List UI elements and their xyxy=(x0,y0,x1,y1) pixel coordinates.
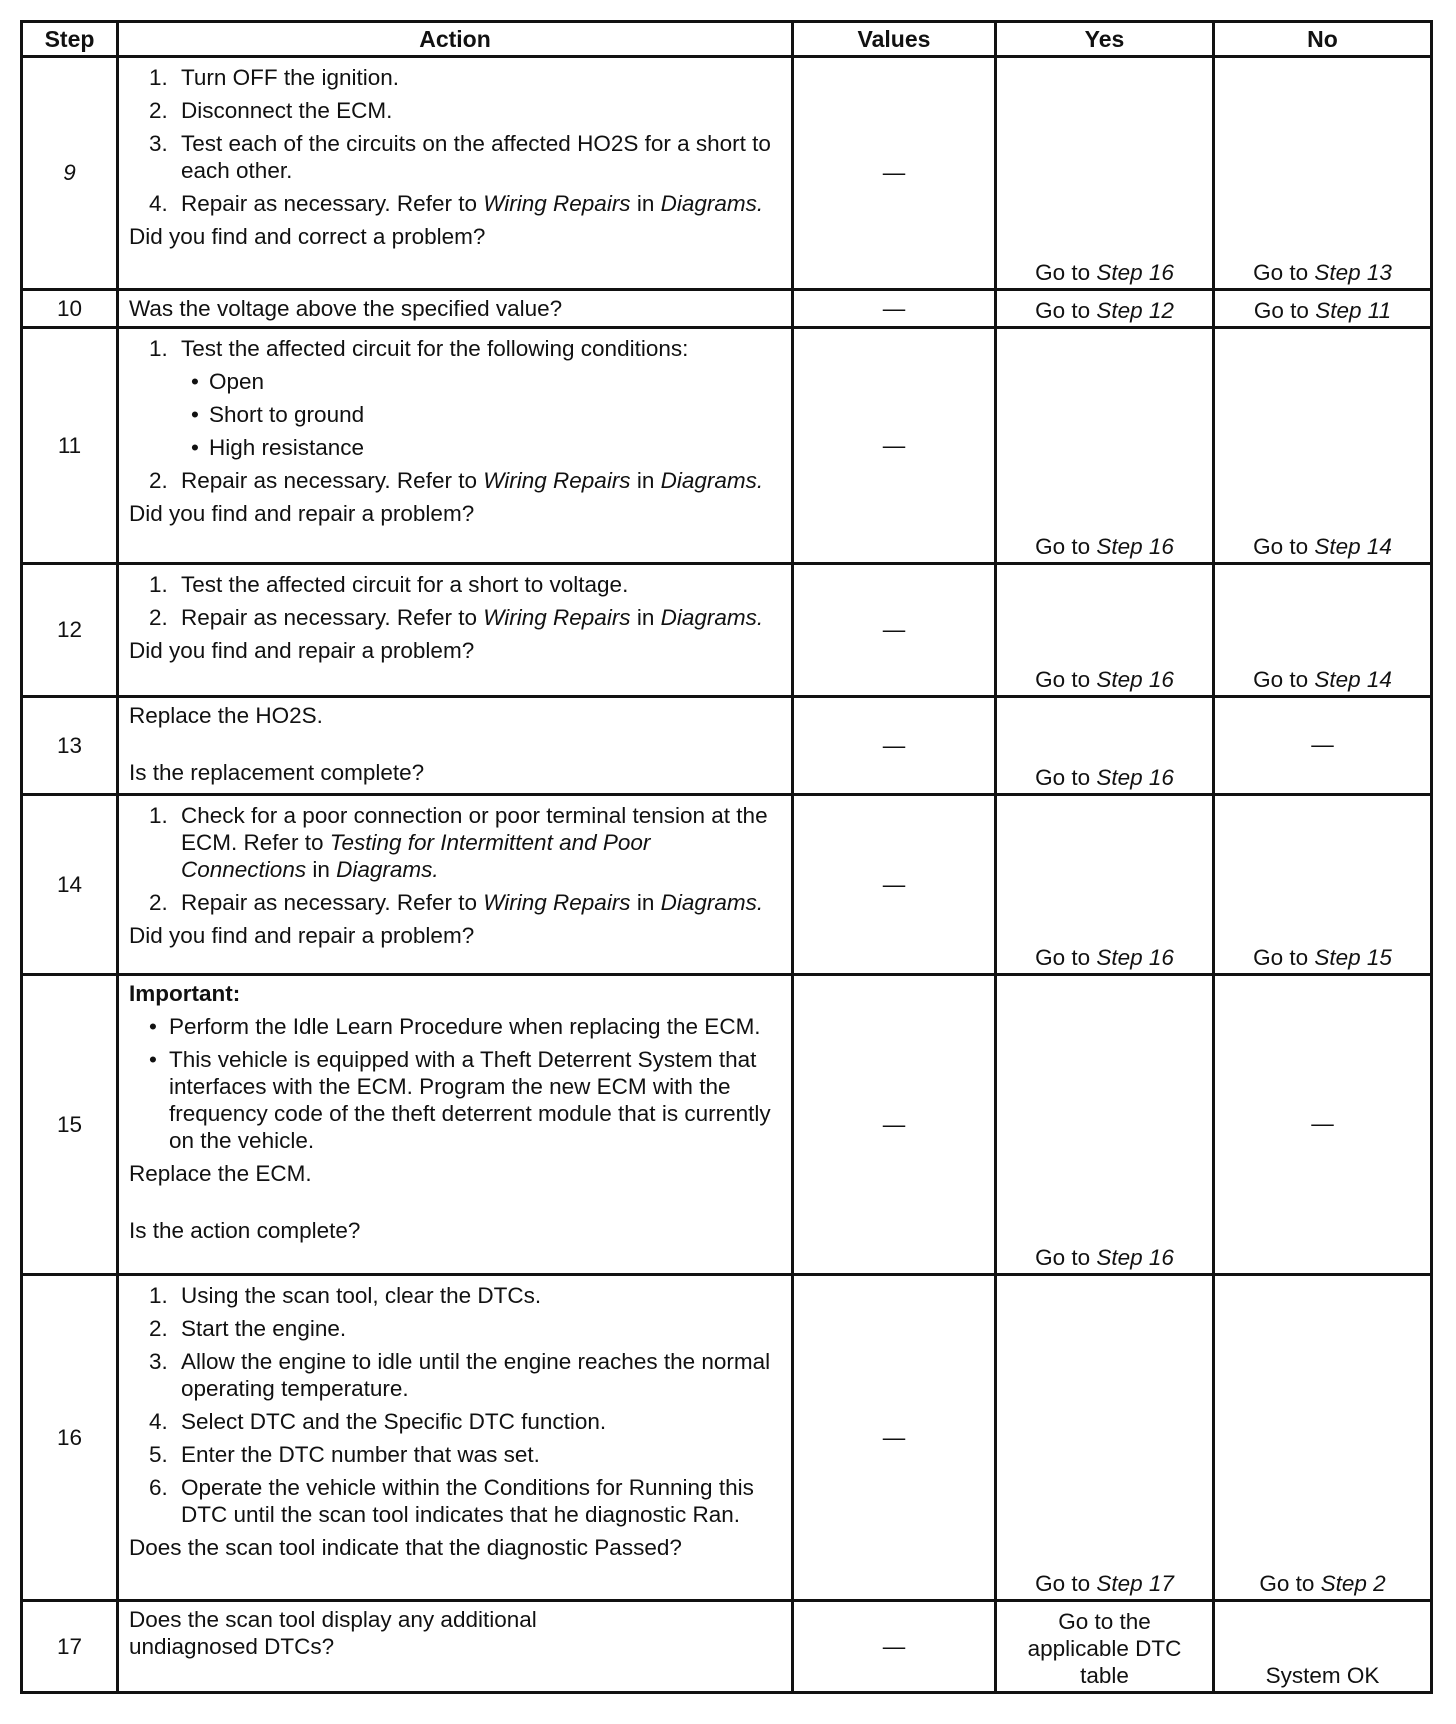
yes-cell: Go to Step 16 xyxy=(996,975,1214,1275)
step-number: 9 xyxy=(22,57,118,290)
action-cell xyxy=(118,328,793,564)
action-question: Did you find and correct a problem? xyxy=(129,224,486,249)
no-cell: System OK xyxy=(1214,1601,1432,1693)
values-cell: — xyxy=(793,564,996,697)
no-cell: Go to Step 15 xyxy=(1214,795,1432,975)
condition-list xyxy=(129,368,781,461)
action-list xyxy=(129,802,781,916)
action-list xyxy=(129,64,781,217)
list-item: 1. Test the affected circuit for the following conditions: • Open • Short to ground • High resistance xyxy=(129,335,781,461)
action-text: Replace the HO2S. xyxy=(129,703,323,728)
yes-cell: Go to Step 16 xyxy=(996,57,1214,290)
action-list xyxy=(129,1282,781,1528)
step-number: 12 xyxy=(22,564,118,697)
no-cell: Go to Step 14 xyxy=(1214,564,1432,697)
values-cell: — xyxy=(793,57,996,290)
table-row-step-12 xyxy=(22,564,1432,697)
list-item: 2. Start the engine. xyxy=(149,1316,347,1341)
step-number: 10 xyxy=(22,290,118,328)
values-cell: — xyxy=(793,1275,996,1601)
action-cell xyxy=(118,795,793,975)
action-cell xyxy=(118,1275,793,1601)
action-question: Did you find and repair a problem? xyxy=(129,501,475,526)
list-item: 5. Enter the DTC number that was set. xyxy=(149,1442,540,1467)
values-cell: — xyxy=(793,328,996,564)
list-item: 4. Repair as necessary. Refer to Wiring Repairs in Diagrams. xyxy=(149,191,764,216)
table-row-step-14 xyxy=(22,795,1432,975)
list-item: • Open xyxy=(191,369,265,394)
action-question: Does the scan tool indicate that the diagnostic Passed? xyxy=(129,1535,682,1560)
action-list xyxy=(129,335,781,494)
diagnostic-document xyxy=(20,20,1430,1694)
list-item: 4. Select DTC and the Specific DTC function. xyxy=(149,1409,607,1434)
table-row-step-10 xyxy=(22,290,1432,328)
table-row-step-16 xyxy=(22,1275,1432,1601)
list-item: 2. Repair as necessary. Refer to Wiring Repairs in Diagrams. xyxy=(149,890,764,915)
list-item: 6. Operate the vehicle within the Conditions for Running this DTC until the scan tool indicates that he diagnostic Ran. xyxy=(149,1475,754,1527)
action-question: Does the scan tool display any additional undiagnosed DTCs? xyxy=(129,1607,537,1659)
action-cell xyxy=(118,975,793,1275)
step-number: 15 xyxy=(22,975,118,1275)
list-item: 2. Repair as necessary. Refer to Wiring Repairs in Diagrams. xyxy=(149,468,764,493)
yes-cell: Go to Step 12 xyxy=(996,290,1214,328)
values-cell: — xyxy=(793,697,996,795)
list-item: 1. Check for a poor connection or poor terminal tension at the ECM. Refer to Testing for Intermittent and Poor Connections in Diagrams. xyxy=(149,803,768,882)
step-number: 14 xyxy=(22,795,118,975)
table-row-step-17 xyxy=(22,1601,1432,1693)
table-row-step-11 xyxy=(22,328,1432,564)
list-item: 1. Using the scan tool, clear the DTCs. xyxy=(149,1283,542,1308)
yes-cell: Go to Step 16 xyxy=(996,328,1214,564)
values-cell: — xyxy=(793,795,996,975)
yes-cell: Go to Step 16 xyxy=(996,697,1214,795)
yes-cell: Go to Step 16 xyxy=(996,564,1214,697)
no-cell: — xyxy=(1214,697,1432,795)
list-item: • This vehicle is equipped with a Theft Deterrent System that interfaces with the ECM. Program the new ECM with the frequency code of the theft deterrent module that is currently on the vehicle. xyxy=(149,1047,771,1153)
diagnostic-table xyxy=(20,20,1433,1694)
no-cell: Go to Step 14 xyxy=(1214,328,1432,564)
action-text: Replace the ECM. xyxy=(129,1161,312,1186)
header-yes: Yes xyxy=(996,22,1214,57)
table-row-step-15 xyxy=(22,975,1432,1275)
yes-cell: Go to Step 16 xyxy=(996,795,1214,975)
table-header-row xyxy=(22,22,1432,57)
action-question: Did you find and repair a problem? xyxy=(129,638,475,663)
list-item: 2. Disconnect the ECM. xyxy=(149,98,393,123)
step-number: 16 xyxy=(22,1275,118,1601)
yes-cell: Go to the applicable DTC table xyxy=(996,1601,1214,1693)
action-question: Was the voltage above the specified value? xyxy=(129,296,563,321)
action-cell xyxy=(118,1601,793,1693)
values-cell: — xyxy=(793,1601,996,1693)
list-item: 3. Allow the engine to idle until the engine reaches the normal operating temperature. xyxy=(149,1349,771,1401)
action-cell xyxy=(118,564,793,697)
list-item: • Perform the Idle Learn Procedure when replacing the ECM. xyxy=(149,1014,761,1039)
list-item: • Short to ground xyxy=(191,402,365,427)
no-cell: Go to Step 2 xyxy=(1214,1275,1432,1601)
table-row-step-9 xyxy=(22,57,1432,290)
action-question: Is the action complete? xyxy=(129,1218,361,1243)
yes-cell: Go to Step 17 xyxy=(996,1275,1214,1601)
action-cell xyxy=(118,290,793,328)
header-step: Step xyxy=(22,22,118,57)
header-no: No xyxy=(1214,22,1432,57)
no-cell: Go to Step 11 xyxy=(1214,290,1432,328)
action-question: Is the replacement complete? xyxy=(129,760,425,785)
no-cell: — xyxy=(1214,975,1432,1275)
no-cell: Go to Step 13 xyxy=(1214,57,1432,290)
step-number: 11 xyxy=(22,328,118,564)
action-cell xyxy=(118,697,793,795)
values-cell: — xyxy=(793,290,996,328)
list-item: 1. Test the affected circuit for a short to voltage. xyxy=(149,572,629,597)
action-question: Did you find and repair a problem? xyxy=(129,923,475,948)
header-action: Action xyxy=(118,22,793,57)
list-item: 2. Repair as necessary. Refer to Wiring Repairs in Diagrams. xyxy=(149,605,764,630)
list-item: • High resistance xyxy=(191,435,365,460)
action-list xyxy=(129,571,781,631)
action-cell xyxy=(118,57,793,290)
important-label: Important: xyxy=(129,981,241,1006)
step-number: 17 xyxy=(22,1601,118,1693)
list-item: 1. Turn OFF the ignition. xyxy=(149,65,400,90)
table-row-step-13 xyxy=(22,697,1432,795)
values-cell: — xyxy=(793,975,996,1275)
list-item: 3. Test each of the circuits on the affected HO2S for a short to each other. xyxy=(149,131,771,183)
step-number: 13 xyxy=(22,697,118,795)
important-list xyxy=(129,1013,781,1154)
header-values: Values xyxy=(793,22,996,57)
